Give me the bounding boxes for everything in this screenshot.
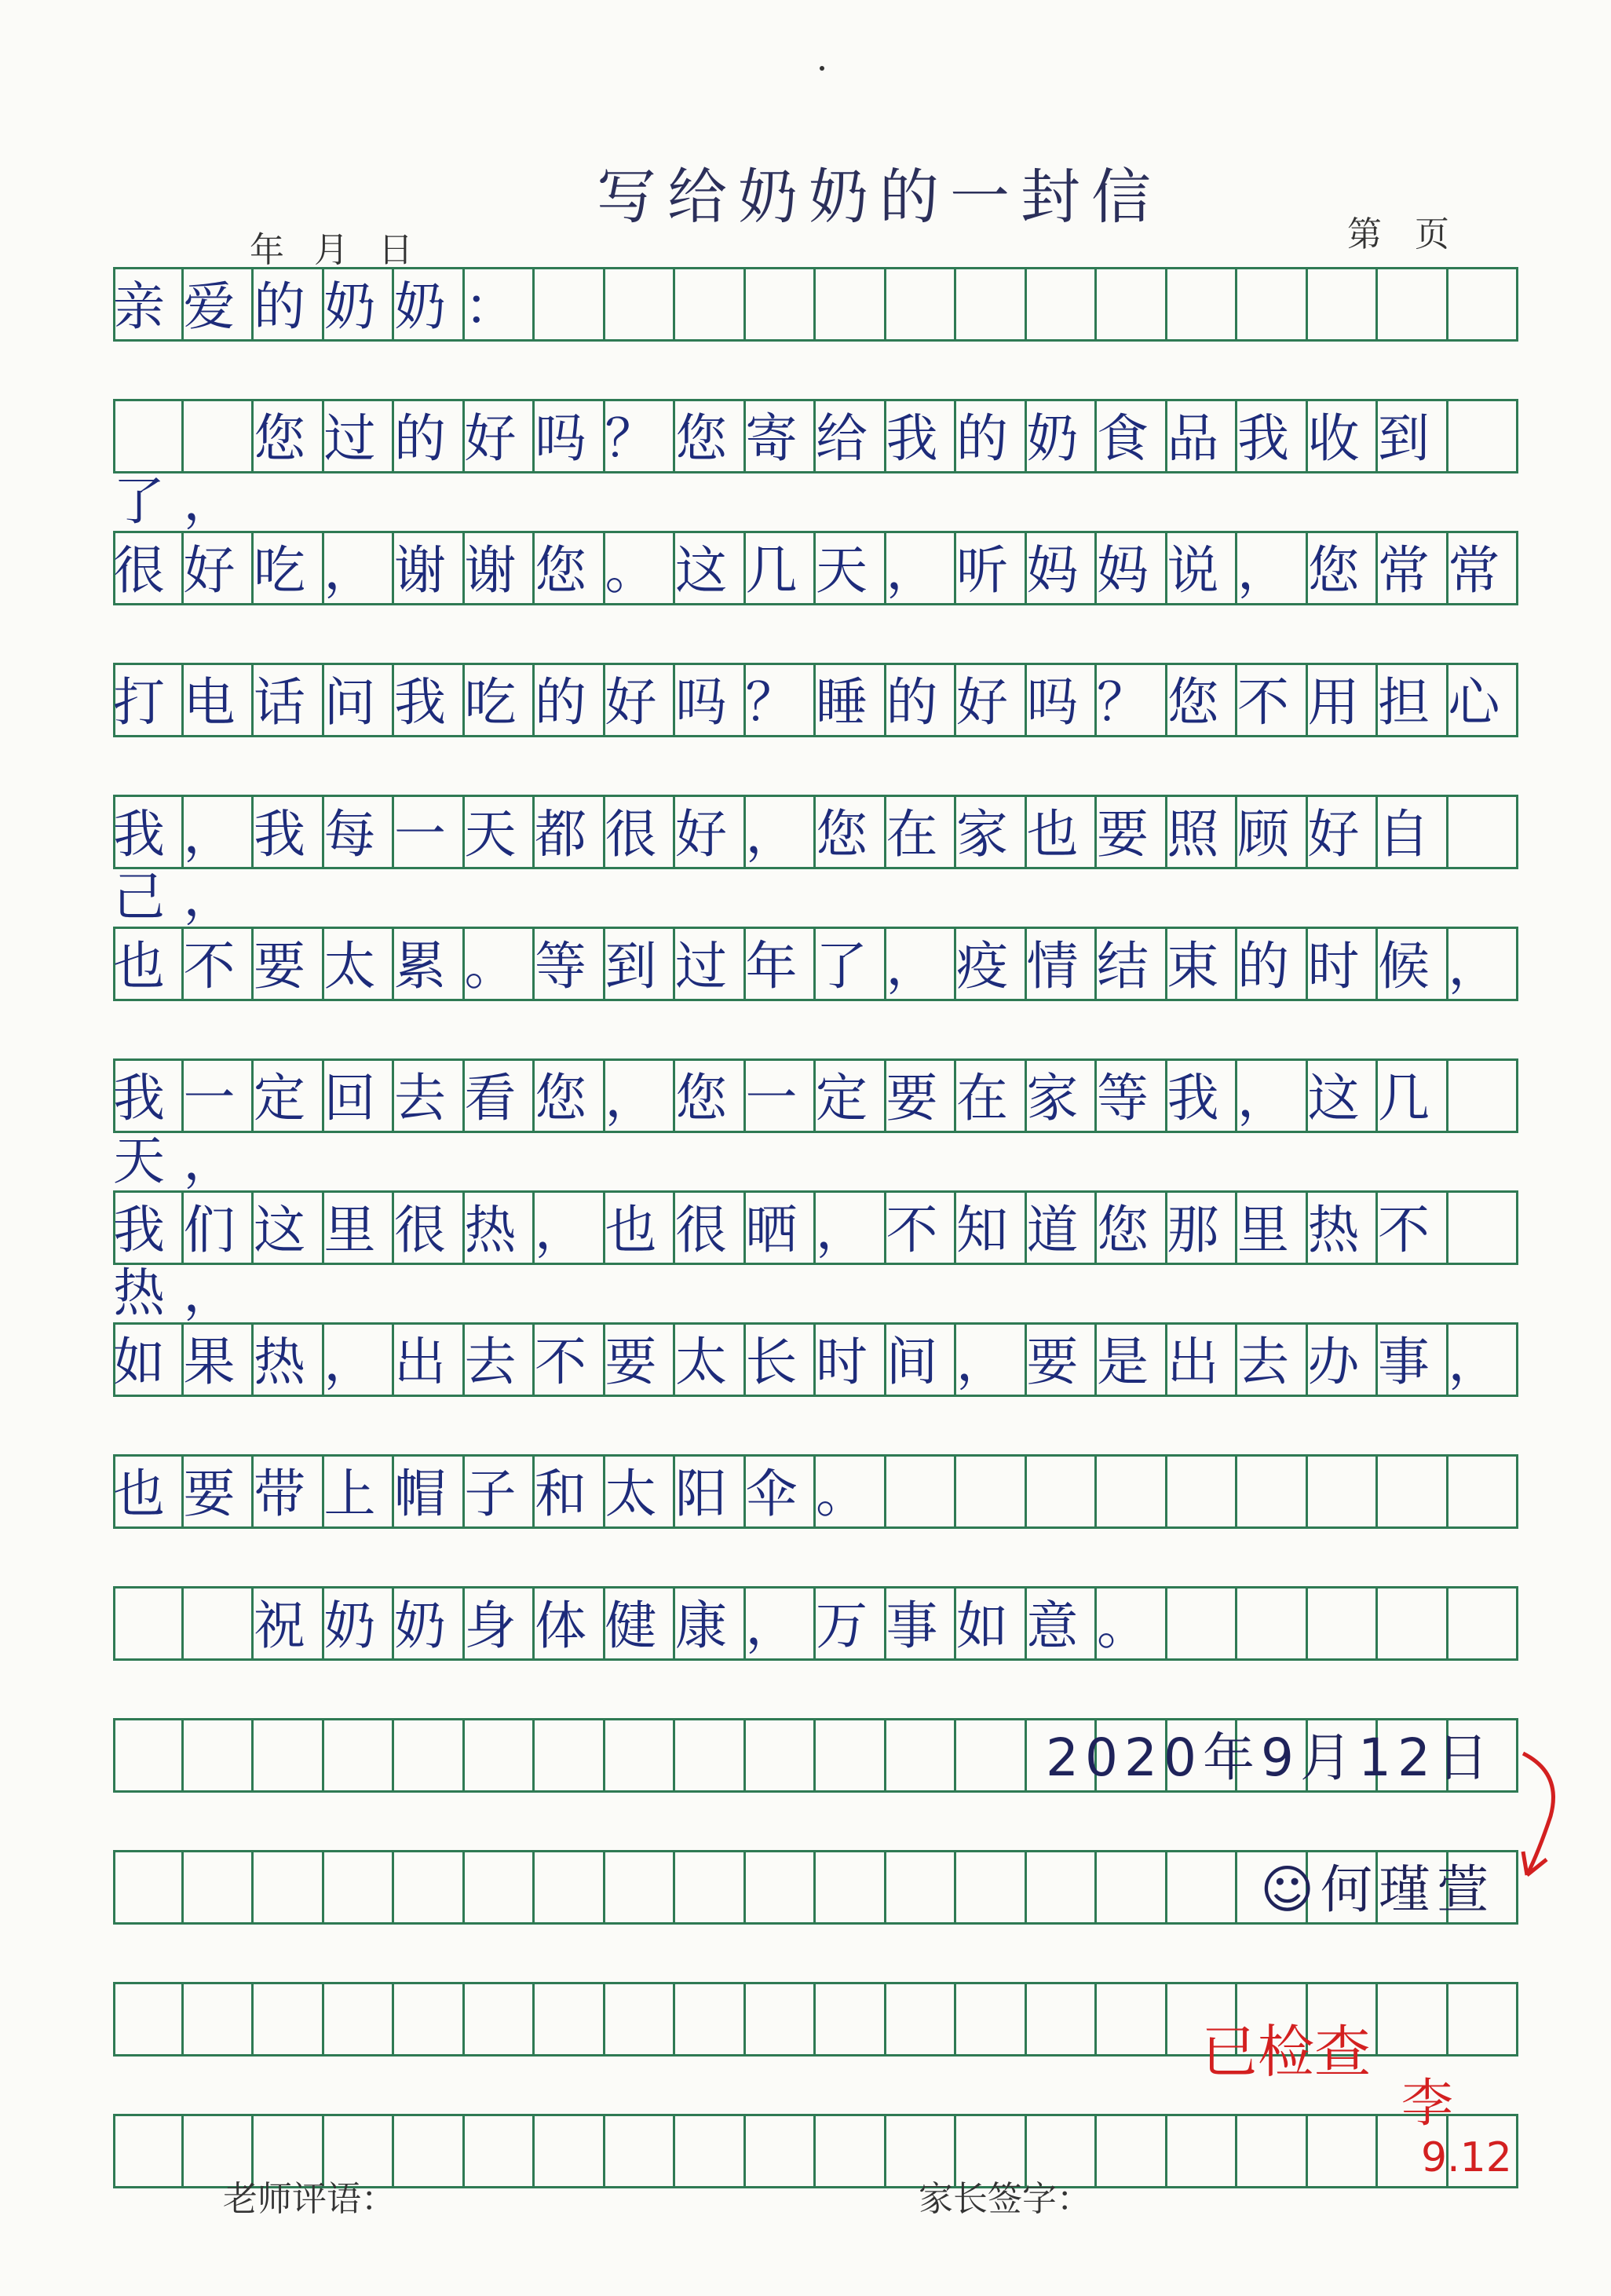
grid-cell: [1167, 1852, 1238, 1922]
grid-cell: [324, 1852, 395, 1922]
grid-cell: [605, 1852, 676, 1922]
grid-cell: [886, 1852, 957, 1922]
letter-signature: ☺何瑾萱: [1260, 1859, 1495, 1920]
grid-cell: [605, 1720, 676, 1790]
grid-cell: [113, 1984, 184, 2054]
grid-cell: [1097, 1852, 1167, 1922]
grid-cell: [254, 1720, 324, 1790]
letter-title: 写给奶奶的一封信: [597, 162, 1162, 232]
letter-line: 我们这里很热，也很晒，不知道您那里热不热，: [113, 1200, 1448, 1323]
grid-cell: [605, 2116, 676, 2186]
grid-cell: [535, 1984, 605, 2054]
grid-cell: [1448, 1984, 1519, 2054]
grid-cell: [605, 1984, 676, 2054]
grid-cell: [465, 1720, 535, 1790]
grid-cell: [113, 1720, 184, 1790]
grid-cell: [324, 1720, 395, 1790]
grid-cell: [1097, 2116, 1167, 2186]
grid-row: [113, 1850, 1518, 1925]
letter-line: 祝奶奶身体健康，万事如意。: [113, 1596, 1167, 1656]
grid-cell: [746, 1852, 816, 1922]
grid-cell: [465, 2116, 535, 2186]
letter-line: 您过的好吗？您寄给我的奶食品我收到了，: [113, 408, 1448, 532]
grid-cell: [1027, 1984, 1098, 2054]
letter-line: 也要带上帽子和太阳伞。: [113, 1464, 886, 1524]
grid-row: [113, 531, 1518, 605]
grid-cell: [113, 2116, 184, 2186]
grid-cell: [535, 1852, 605, 1922]
grid-cell: [465, 1852, 535, 1922]
grid-cell: [113, 1852, 184, 1922]
grid-cell: [1027, 1852, 1098, 1922]
grid-cell: [886, 1720, 957, 1790]
grid-cell: [746, 1720, 816, 1790]
grid-row: [113, 1586, 1518, 1661]
letter-line: 亲爱的奶奶：: [113, 276, 535, 337]
letter-line: 我一定回去看您，您一定要在家等我，这几天，: [113, 1068, 1448, 1191]
grid-row: [113, 399, 1518, 532]
grid-cell: [1378, 1984, 1448, 2054]
grid-cell: [816, 2116, 886, 2186]
grid-cell: [675, 2116, 746, 2186]
writing-grid: [113, 267, 1518, 2140]
letter-line: 我，我每一天都很好，您在家也要照顾好自己，: [113, 804, 1448, 927]
grid-row: [113, 1058, 1518, 1191]
grid-cell: [324, 1984, 395, 2054]
grid-row: [113, 1190, 1518, 1323]
date-field-label: 年月日: [250, 230, 443, 270]
grid-row: [113, 1454, 1518, 1529]
grid-row: [113, 663, 1518, 737]
letter-line: 打电话问我吃的好吗？睡的好吗？您不用担心: [113, 672, 1518, 733]
grid-cell: [394, 1720, 465, 1790]
grid-row: [113, 1322, 1518, 1397]
grid-cell: [886, 1984, 957, 2054]
letter-line: 也不要太累。等到过年了，疫情结束的时候，: [113, 936, 1518, 996]
grid-cell: [675, 1720, 746, 1790]
grid-cell: [956, 1984, 1027, 2054]
paper-speck: [820, 66, 824, 71]
grid-row: [113, 1718, 1518, 1793]
grid-cell: [465, 1984, 535, 2054]
letter-line: 很好吃，谢谢您。这几天，听妈妈说，您常常: [113, 540, 1518, 601]
grid-cell: [675, 1984, 746, 2054]
grid-cell: [675, 1852, 746, 1922]
grid-cell: [535, 1720, 605, 1790]
letter-date: 2020年9月12日: [1046, 1727, 1495, 1788]
grid-cell: [746, 2116, 816, 2186]
grid-cell: [535, 2116, 605, 2186]
red-arrow-mark: [1515, 1749, 1570, 1883]
grid-cell: [816, 1720, 886, 1790]
grid-cell: [184, 1720, 254, 1790]
grid-cell: [956, 1852, 1027, 1922]
letter-line: 如果热，出去不要太长时间，要是出去办事，: [113, 1332, 1518, 1392]
grid-cell: [254, 1852, 324, 1922]
teacher-initial: 李: [1401, 2073, 1453, 2133]
parent-signature-label: 家长签字：: [919, 2179, 1091, 2219]
grid-cell: [1308, 2116, 1379, 2186]
grid-cell: [816, 1852, 886, 1922]
grid-row: [113, 927, 1518, 1001]
page-number-label: 第页: [1347, 214, 1482, 254]
grid-cell: [816, 1984, 886, 2054]
teacher-check-date: 9.12: [1421, 2134, 1512, 2181]
grid-cell: [1097, 1984, 1167, 2054]
grid-cell: [184, 1852, 254, 1922]
grid-cell: [1167, 2116, 1238, 2186]
grid-row: [113, 267, 1518, 342]
grid-cell: [184, 1984, 254, 2054]
grid-cell: [394, 1984, 465, 2054]
teacher-comment-label: 老师评语：: [223, 2179, 396, 2219]
grid-cell: [956, 1720, 1027, 1790]
checked-stamp: 已检查: [1201, 2019, 1372, 2085]
grid-cell: [1237, 2116, 1308, 2186]
grid-row: [113, 795, 1518, 927]
grid-cell: [394, 1852, 465, 1922]
grid-cell: [394, 2116, 465, 2186]
grid-cell: [254, 1984, 324, 2054]
grid-cell: [746, 1984, 816, 2054]
